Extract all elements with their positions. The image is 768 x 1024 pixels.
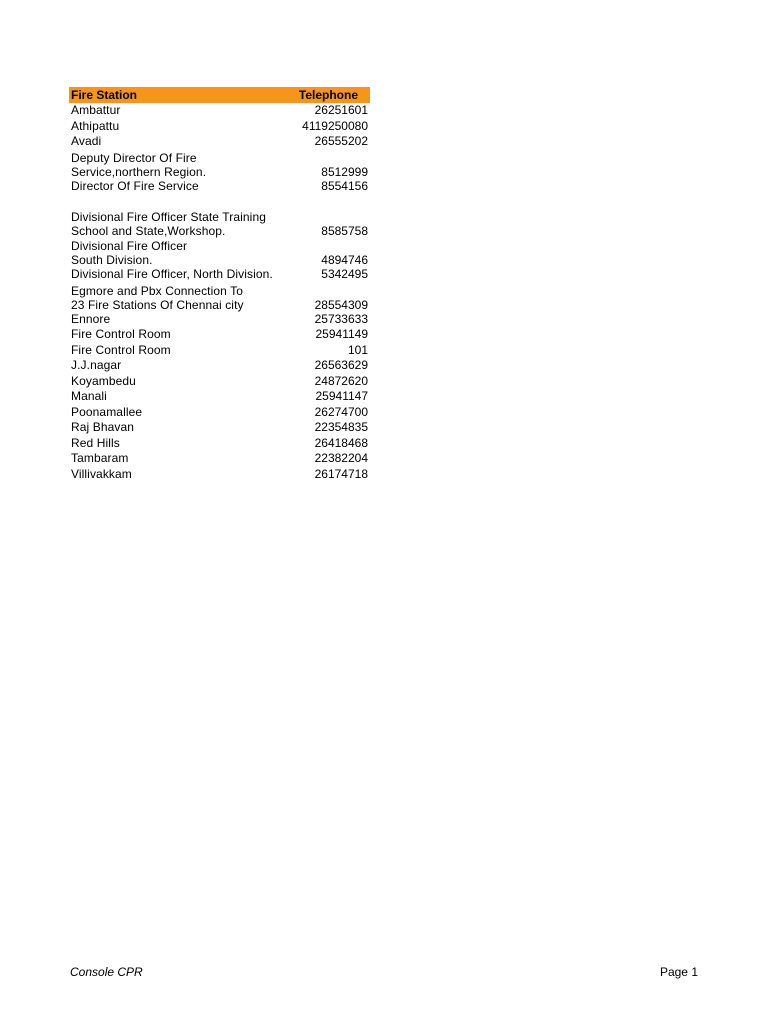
station-telephone: 22354835 (314, 420, 368, 434)
station-name: Raj Bhavan (71, 420, 135, 434)
station-telephone: 25941147 (315, 389, 368, 403)
station-name: Egmore and Pbx Connection To 23 Fire Stations Of Chennai city (71, 283, 244, 312)
table-row (69, 134, 370, 150)
table-row (69, 405, 370, 421)
station-name: Poonamallee (71, 404, 143, 419)
station-name: J.J.nagar (71, 358, 122, 372)
header-fire-station: Fire Station (71, 88, 138, 102)
table-row (69, 389, 370, 405)
row-spacer (69, 194, 370, 209)
station-telephone: 26251601 (314, 103, 368, 117)
station-telephone: 4119250080 (302, 118, 368, 133)
header-telephone: Telephone (298, 88, 358, 102)
station-name: Ambattur (71, 103, 121, 117)
table-body (69, 103, 370, 482)
station-name: Manali (71, 389, 107, 403)
station-name: Deputy Director Of Fire Service,northern Region. (71, 150, 207, 179)
table-row (69, 179, 370, 195)
station-telephone: 26555202 (314, 134, 368, 148)
station-name: Koyambedu (71, 373, 136, 388)
footer-document-name: Console CPR (70, 965, 143, 979)
table-row (69, 103, 370, 119)
station-telephone: 26418468 (314, 435, 368, 450)
table-row (69, 467, 370, 483)
station-name: Divisional Fire Officer State Training School and State,Workshop. (71, 210, 266, 238)
station-telephone: 5342495 (321, 267, 368, 281)
station-telephone: 26174718 (314, 466, 368, 481)
station-telephone: 25733633 (314, 311, 368, 326)
station-telephone: 28554309 (314, 297, 368, 312)
station-name: Avadi (71, 134, 102, 148)
station-name: Athipattu (71, 118, 120, 133)
table-header (69, 87, 370, 103)
station-name: Director Of Fire Service (71, 178, 199, 193)
footer-page-number: Page 1 (659, 965, 698, 979)
table-row (69, 209, 370, 238)
fire-station-table (69, 87, 370, 482)
table-row (69, 150, 370, 179)
station-telephone: 26563629 (314, 358, 368, 372)
table-row (69, 420, 370, 436)
table-row (69, 358, 370, 374)
station-name: Fire Control Room (71, 327, 171, 341)
table-row (69, 267, 370, 283)
station-name: Divisional Fire Officer, North Division. (71, 267, 273, 281)
station-telephone: 24872620 (314, 373, 368, 388)
station-telephone: 26274700 (314, 404, 368, 419)
station-telephone: 8512999 (321, 164, 368, 179)
table-row (69, 327, 370, 343)
table-row (69, 451, 370, 467)
station-telephone: 8585758 (321, 224, 368, 238)
station-name: Ennore (71, 311, 111, 326)
table-row (69, 374, 370, 390)
station-telephone: 101 (347, 342, 368, 357)
table-row (69, 343, 370, 359)
table-row (69, 283, 370, 312)
table-row (69, 238, 370, 267)
station-telephone: 8554156 (321, 178, 368, 193)
table-row (69, 312, 370, 328)
station-telephone: 22382204 (314, 451, 368, 465)
station-name: Red Hills (71, 435, 120, 450)
station-name: Villivakkam (71, 466, 132, 481)
station-name: Tambaram (71, 451, 129, 465)
station-telephone: 25941149 (315, 327, 368, 341)
station-telephone: 4894746 (321, 253, 368, 267)
table-row (69, 119, 370, 135)
table-row (69, 436, 370, 452)
station-name: Divisional Fire Officer South Division. (71, 239, 188, 267)
station-name: Fire Control Room (71, 342, 171, 357)
